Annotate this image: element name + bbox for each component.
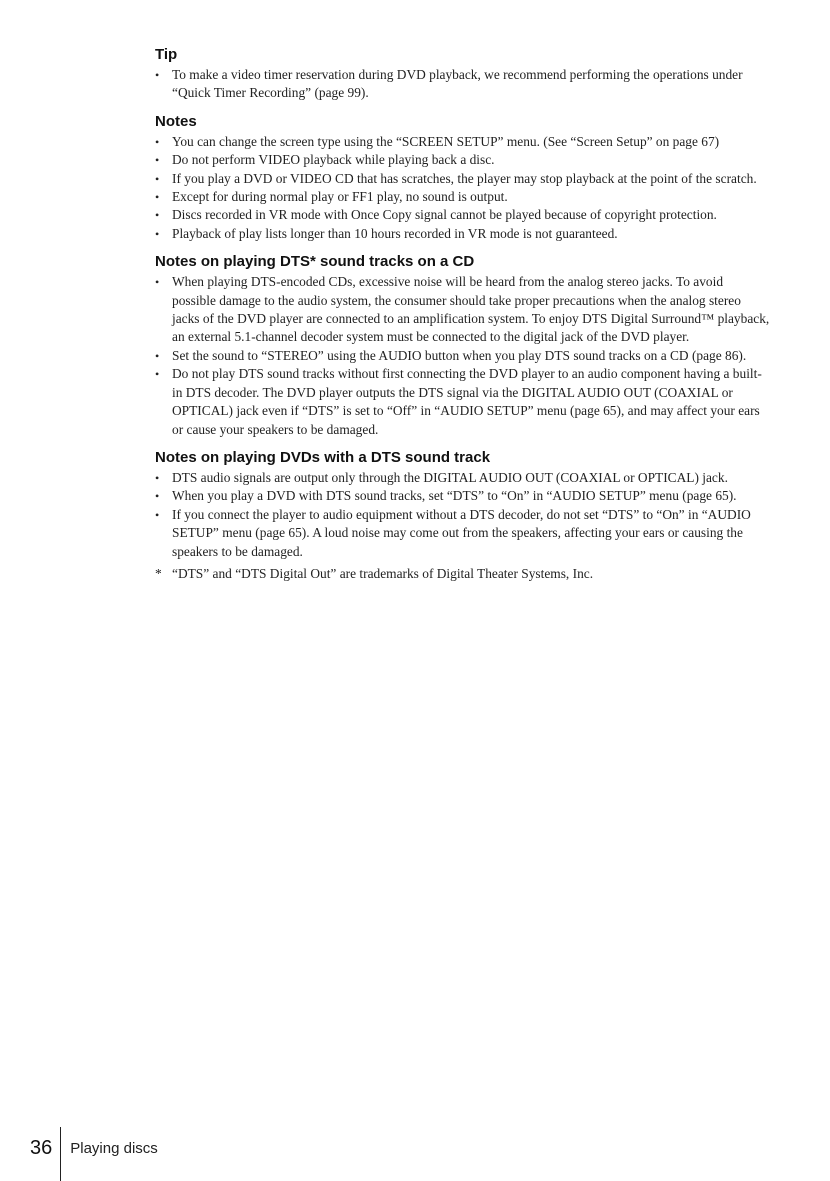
bullet-icon: • — [155, 489, 160, 504]
dts-cd-list — [155, 273, 770, 439]
bullet-icon: • — [155, 153, 160, 168]
bullet-icon: • — [155, 68, 160, 82]
page-number: 36 — [30, 1137, 53, 1159]
dts-dvd-list — [155, 469, 770, 561]
bullet-icon: • — [155, 367, 160, 382]
bullet-icon: • — [155, 190, 160, 205]
notes-item-text: Except for during normal play or FF1 play, no sound is output. — [172, 189, 508, 205]
tip-heading: Tip — [155, 46, 178, 63]
dts-dvd-heading: Notes on playing DVDs with a DTS sound track — [155, 448, 491, 466]
dts-dvd-item — [155, 487, 770, 505]
bullet-icon: • — [155, 348, 160, 363]
dts-dvd-item — [155, 469, 770, 487]
dts-cd-section — [155, 253, 770, 439]
trademark-footnote — [155, 565, 770, 583]
notes-item-text: Do not perform VIDEO playback while playing back a disc. — [172, 152, 495, 168]
dts-cd-item-text: Set the sound to “STEREO” using the AUDIO button when you play DTS sound tracks on a CD (page 86). — [172, 347, 747, 363]
notes-item — [155, 133, 770, 151]
bullet-icon: • — [155, 134, 160, 149]
dts-dvd-section — [155, 449, 770, 583]
dts-cd-item-text: Do not play DTS sound tracks without first connecting the DVD player to an audio component having a built-in DTS decoder. The DVD player outputs the DTS signal via the DIGITAL AUDIO OUT (COAXIAL or OPTICAL) jack even if “DTS” is set to “Off” in “AUDIO SETUP” menu (page 65), and may affect your ears or cause your speakers to be damaged. — [172, 366, 762, 437]
tip-section — [155, 46, 770, 103]
footer-section-name: Playing discs — [70, 1140, 158, 1157]
notes-item-text: If you play a DVD or VIDEO CD that has scratches, the player may stop playback at the point of the scratch. — [172, 170, 757, 186]
tip-item-text: To make a video timer reservation during DVD playback, we recommend performing the operations under “Quick Timer Recording” (page 99). — [172, 67, 743, 101]
page-footer — [30, 1127, 158, 1181]
dts-cd-item — [155, 365, 770, 439]
notes-item-text: Playback of play lists longer than 10 hours recorded in VR mode is not guaranteed. — [172, 225, 618, 241]
footnote-text: “DTS” and “DTS Digital Out” are trademarks of Digital Theater Systems, Inc. — [172, 565, 594, 581]
dts-dvd-item — [155, 506, 770, 561]
dts-dvd-item-text: DTS audio signals are output only through the DIGITAL AUDIO OUT (COAXIAL or OPTICAL) jack. — [172, 469, 728, 485]
bullet-icon: • — [155, 171, 160, 186]
dts-cd-heading: Notes on playing DTS* sound tracks on a CD — [155, 253, 475, 271]
notes-item — [155, 206, 770, 224]
dts-cd-item-text: When playing DTS-encoded CDs, excessive noise will be heard from the analog stereo jacks. To avoid possible damage to the audio system, the consumer should take proper precautions when the analog stereo jacks of the DVD player are connected to an amplification system. To enjoy DTS Digital Surround™ playback, an external 5.1-channel decoder system must be connected to the digital jack of the DVD player. — [172, 274, 770, 345]
notes-list — [155, 133, 770, 243]
dts-cd-item — [155, 347, 770, 365]
bullet-icon: • — [155, 275, 160, 290]
notes-item — [155, 151, 770, 169]
bullet-icon: • — [155, 208, 160, 223]
dts-cd-item — [155, 273, 770, 347]
tip-list — [155, 66, 770, 103]
bullet-icon: • — [155, 226, 160, 241]
bullet-icon: • — [155, 507, 160, 522]
notes-heading: Notes — [155, 112, 197, 130]
bullet-icon: • — [155, 470, 160, 485]
dts-dvd-item-text: When you play a DVD with DTS sound tracks, set “DTS” to “On” in “AUDIO SETUP” menu (page 65). — [172, 488, 737, 504]
page-content — [155, 46, 770, 593]
notes-section — [155, 113, 770, 243]
footnote-asterisk: * — [155, 565, 162, 581]
tip-item — [155, 66, 770, 103]
notes-item — [155, 188, 770, 206]
notes-item-text: You can change the screen type using the “SCREEN SETUP” menu. (See “Screen Setup” on page 67) — [172, 133, 720, 149]
notes-item — [155, 225, 770, 243]
dts-dvd-item-text: If you connect the player to audio equipment without a DTS decoder, do not set “DTS” to “On” in “AUDIO SETUP” menu (page 65). A loud noise may come out from the speakers, affecting your ears or causing the speakers to be damaged. — [172, 506, 751, 559]
notes-item-text: Discs recorded in VR mode with Once Copy signal cannot be played because of copyright protection. — [172, 207, 717, 223]
notes-item — [155, 170, 770, 188]
